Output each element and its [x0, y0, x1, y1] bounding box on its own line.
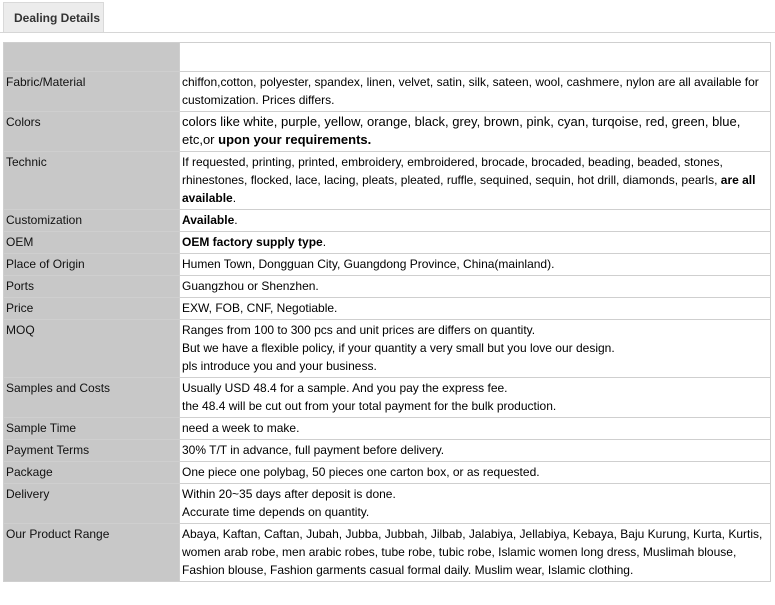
- row-label: Payment Terms: [4, 440, 180, 462]
- table-row: [4, 524, 771, 582]
- row-value-line: Within 20~35 days after deposit is done.: [182, 487, 396, 501]
- row-value: [180, 320, 771, 378]
- table-row: [4, 112, 771, 152]
- table-row: [4, 378, 771, 418]
- row-label: Fabric/Material: [4, 72, 180, 112]
- table-row: [4, 210, 771, 232]
- row-label: OEM: [4, 232, 180, 254]
- row-value: 30% T/T in advance, full payment before delivery.: [180, 440, 771, 462]
- row-value: [180, 210, 771, 232]
- row-value: Abaya, Kaftan, Caftan, Jubah, Jubba, Jubbah, Jilbab, Jalabiya, Jellabiya, Kebaya, Baju Kurung, Kurta, Kurtis, women arab robe, men arabic robes, tube robe, tubic robe, Islamic women long dress, Muslimah blouse, Fashion blouse, Fashion garments casual formal daily. Muslim wear, Islamic clothing.: [180, 524, 771, 582]
- row-value: [180, 378, 771, 418]
- row-value: Humen Town, Dongguan City, Guangdong Province, China(mainland).: [180, 254, 771, 276]
- row-value-bold: upon your requirements.: [218, 132, 372, 147]
- table-row: [4, 440, 771, 462]
- row-label: Package: [4, 462, 180, 484]
- table-row: [4, 320, 771, 378]
- row-label: Delivery: [4, 484, 180, 524]
- row-value-line: Ranges from 100 to 300 pcs and unit prices are differs on quantity.: [182, 323, 536, 337]
- row-value-text: If requested, printing, printed, embroidery, embroidered, brocade, brocaded, beading, beaded, stones, rhinestones, flocked, lace, lacing, pleats, pleated, ruffle, sequined, sequin, hot drill, diamonds, pearls,: [182, 155, 723, 187]
- row-label: Colors: [4, 112, 180, 152]
- table-row: [4, 276, 771, 298]
- row-label: Our Product Range: [4, 524, 180, 582]
- header-key-cell: [4, 43, 180, 72]
- table-header-row: [4, 43, 771, 72]
- row-label: Customization: [4, 210, 180, 232]
- row-value-line: But we have a flexible policy, if your quantity a very small but you love our design.: [182, 341, 615, 355]
- row-value-line: Accurate time depends on quantity.: [182, 505, 370, 519]
- row-value: Guangzhou or Shenzhen.: [180, 276, 771, 298]
- row-value-bold: are all available: [182, 173, 756, 205]
- table-row: [4, 152, 771, 210]
- table-row: [4, 484, 771, 524]
- row-value-suffix: .: [234, 213, 238, 227]
- row-value-line: Usually USD 48.4 for a sample. And you pay the express fee.: [182, 381, 508, 395]
- row-value-suffix: .: [232, 191, 237, 205]
- row-value-suffix: .: [322, 235, 327, 249]
- row-label: Price: [4, 298, 180, 320]
- row-value: chiffon,cotton, polyester, spandex, linen, velvet, satin, silk, sateen, wool, cashmere, nylon are all available for customization. Prices differs.: [180, 72, 771, 112]
- row-value: [180, 152, 771, 210]
- table-row: [4, 462, 771, 484]
- row-value-bold: Available: [182, 213, 235, 227]
- table-row: [4, 254, 771, 276]
- row-value-line: pls introduce you and your business.: [182, 359, 377, 373]
- table-row: [4, 232, 771, 254]
- row-value: [180, 112, 771, 152]
- row-value: [180, 232, 771, 254]
- row-label: Ports: [4, 276, 180, 298]
- row-label: Sample Time: [4, 418, 180, 440]
- row-value: One piece one polybag, 50 pieces one carton box, or as requested.: [180, 462, 771, 484]
- row-value-text: colors like white, purple, yellow, orange, black, grey, brown, pink, cyan, turqoise, red, green, blue, etc,or: [182, 114, 741, 147]
- row-label: Samples and Costs: [4, 378, 180, 418]
- row-label: MOQ: [4, 320, 180, 378]
- table-row: [4, 298, 771, 320]
- header-value-cell: [180, 43, 771, 72]
- dealing-details-table: [3, 42, 771, 582]
- row-value-bold: OEM factory supply type: [182, 235, 323, 249]
- row-value: need a week to make.: [180, 418, 771, 440]
- tab-dealing-details[interactable]: Dealing Details: [3, 2, 104, 32]
- tab-bar: [0, 0, 775, 33]
- row-value: [180, 484, 771, 524]
- row-value: EXW, FOB, CNF, Negotiable.: [180, 298, 771, 320]
- row-label: Technic: [4, 152, 180, 210]
- row-value-line: the 48.4 will be cut out from your total payment for the bulk production.: [182, 399, 557, 413]
- row-label: Place of Origin: [4, 254, 180, 276]
- table-row: [4, 418, 771, 440]
- table-row: [4, 72, 771, 112]
